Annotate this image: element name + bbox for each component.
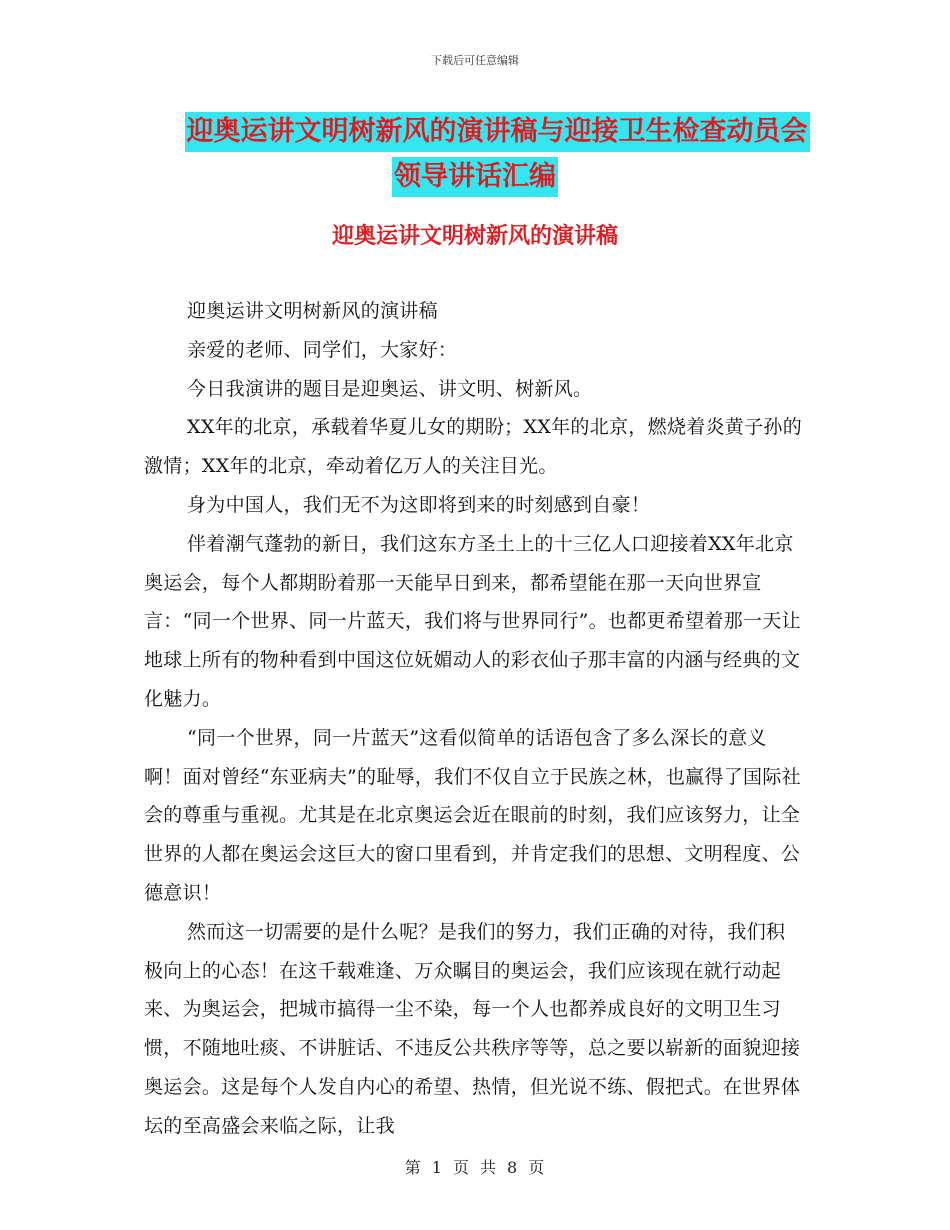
page-label-suffix: 页: [528, 1158, 546, 1177]
document-title-line-2-wrap: [0, 157, 950, 197]
paragraph: 今日我演讲的题目是迎奥运、讲文明、树新风。: [187, 377, 593, 400]
paragraph: 迎奥运讲文明树新风的演讲稿: [187, 300, 438, 322]
page-footer: [0, 1155, 950, 1178]
page-label-prefix: 第: [404, 1158, 422, 1177]
paragraph: XX年的北京，承载着华夏儿女的期盼；XX年的北京，燃烧着炎黄子孙的激情；XX年的北京，牵动着亿万人的关注目光。: [144, 416, 803, 478]
paragraph: 伴着潮气蓬勃的新日，我们这东方圣土上的十三亿人口迎接着XX年北京奥运会，每个人都期盼着那一天能早日到来，都希望能在那一天向世界宣言：“同一个世界、同一片蓝天，我们将与世界同行”。也都更希望着那一天让地球上所有的物种看到中国这位妩媚动人的彩衣仙子那丰富的内涵与经典的文化魅力。: [144, 532, 801, 710]
paragraph: 身为中国人，我们无不为这即将到来的时刻感到自豪！: [187, 493, 651, 516]
document-title-line-1: 迎奥运讲文明树新风的演讲稿与迎接卫生检查动员会: [185, 112, 810, 152]
paragraph: “同一个世界，同一片蓝天”这看似简单的话语包含了多么深长的意义啊！面对曾经“东亚病夫”的耻辱，我们不仅自立于民族之林，也赢得了国际社会的尊重与重视。尤其是在北京奥运会近在眼前的时刻，我们应该努力，让全世界的人都在奥运会这巨大的窗口里看到，并肯定我们的思想、文明程度、公德意识！: [144, 726, 801, 904]
section-title: 迎奥运讲文明树新风的演讲稿: [331, 224, 618, 249]
page-label-mid: 页: [452, 1158, 470, 1177]
document-body: [144, 292, 804, 1146]
total-page-number: 8: [507, 1158, 519, 1177]
paragraph: 然而这一切需要的是什么呢？是我们的努力，我们正确的对待，我们积极向上的心态！在这千载难逢、万众瞩目的奥运会，我们应该现在就行动起来、为奥运会，把城市搞得一尘不染，每一个人也都养成良好的文明卫生习惯，不随地吐痰、不讲脏话、不违反公共秩序等等，总之要以崭新的面貌迎接奥运会。这是每个人发自内心的希望、热情，但光说不练、假把式。在世界体坛的至高盛会来临之际，让我: [144, 920, 801, 1137]
current-page-number: 1: [431, 1158, 443, 1177]
page-header: 下载后可任意编辑: [431, 54, 519, 67]
document-title-line-2: 领导讲话汇编: [392, 157, 558, 197]
paragraph: 亲爱的老师、同学们，大家好：: [187, 338, 458, 361]
total-label-prefix: 共: [480, 1158, 498, 1177]
document-title-line-1-wrap: [0, 112, 950, 152]
